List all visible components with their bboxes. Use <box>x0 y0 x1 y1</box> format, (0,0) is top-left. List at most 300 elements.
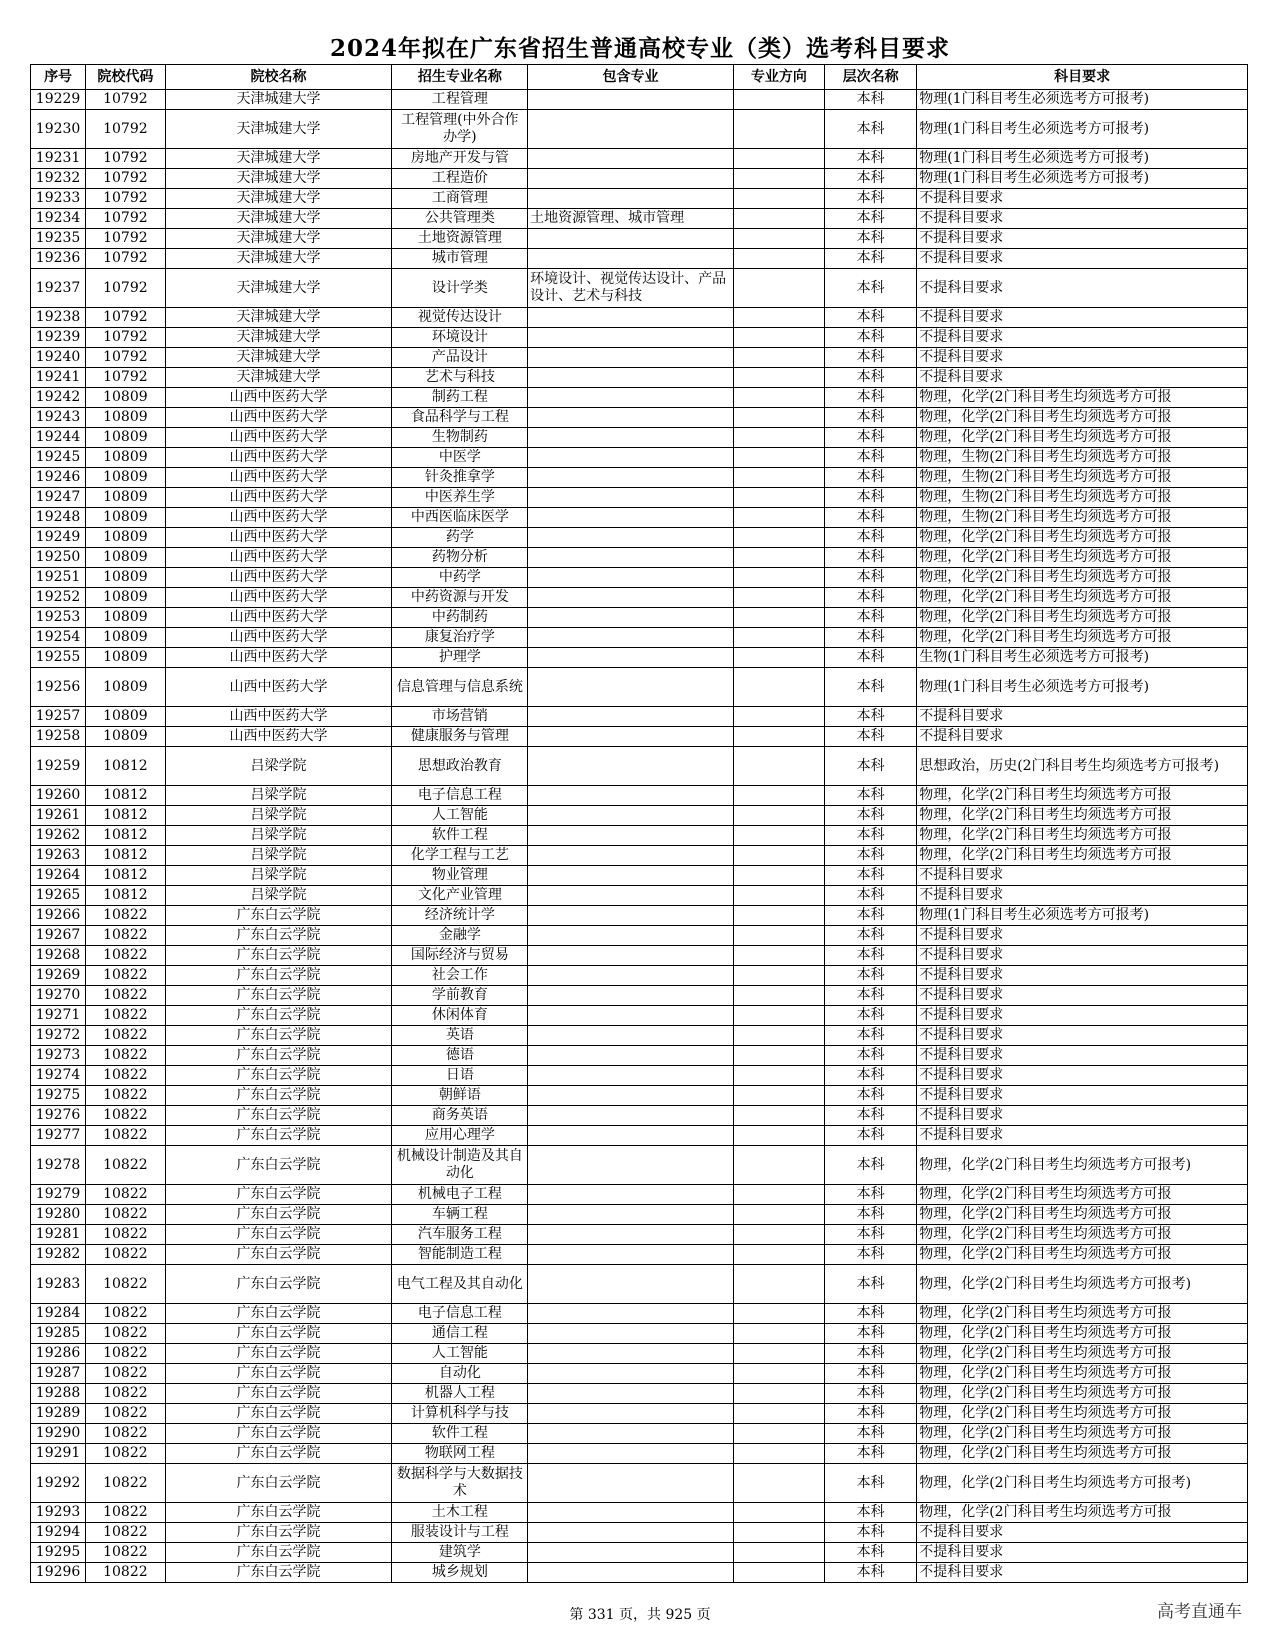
cell-subject-requirement: 不提科目要求 <box>917 1006 1248 1026</box>
cell-school-code: 10792 <box>86 308 166 328</box>
cell-school-name: 山西中医药大学 <box>165 648 392 668</box>
cell-major-name: 建筑学 <box>392 1543 528 1563</box>
table-row <box>31 786 1248 806</box>
cell-level: 本科 <box>824 528 916 548</box>
cell-school-code: 10792 <box>86 229 166 249</box>
cell-included-majors <box>528 110 734 149</box>
cell-index: 19285 <box>31 1324 86 1344</box>
cell-major-direction <box>733 368 824 388</box>
cell-school-name: 山西中医药大学 <box>165 488 392 508</box>
cell-major-name: 思想政治教育 <box>392 747 528 786</box>
cell-included-majors <box>528 548 734 568</box>
table-row <box>31 1265 1248 1304</box>
cell-major-direction <box>733 189 824 209</box>
cell-level: 本科 <box>824 946 916 966</box>
cell-school-code: 10792 <box>86 169 166 189</box>
cell-included-majors <box>528 866 734 886</box>
cell-major-direction <box>733 986 824 1006</box>
cell-included-majors <box>528 1106 734 1126</box>
cell-subject-requirement: 不提科目要求 <box>917 1046 1248 1066</box>
cell-major-direction <box>733 826 824 846</box>
table-row <box>31 568 1248 588</box>
cell-subject-requirement: 物理，化学(2门科目考生均须选考方可报 <box>917 528 1248 548</box>
cell-school-code: 10822 <box>86 1563 166 1583</box>
table-row <box>31 866 1248 886</box>
cell-subject-requirement: 物理，化学(2门科目考生均须选考方可报 <box>917 1324 1248 1344</box>
cell-school-code: 10822 <box>86 1066 166 1086</box>
header-level: 层次名称 <box>824 65 916 90</box>
cell-school-code: 10822 <box>86 1106 166 1126</box>
cell-index: 19231 <box>31 149 86 169</box>
cell-school-name: 天津城建大学 <box>165 249 392 269</box>
cell-level: 本科 <box>824 308 916 328</box>
cell-major-direction <box>733 90 824 110</box>
cell-index: 19290 <box>31 1424 86 1444</box>
cell-included-majors <box>528 628 734 648</box>
cell-level: 本科 <box>824 328 916 348</box>
cell-major-direction <box>733 328 824 348</box>
cell-school-code: 10812 <box>86 846 166 866</box>
cell-school-code: 10809 <box>86 707 166 727</box>
cell-major-name: 汽车服务工程 <box>392 1225 528 1245</box>
cell-included-majors <box>528 1543 734 1563</box>
cell-school-name: 天津城建大学 <box>165 169 392 189</box>
cell-major-direction <box>733 588 824 608</box>
cell-level: 本科 <box>824 1464 916 1503</box>
cell-school-code: 10809 <box>86 568 166 588</box>
cell-school-name: 山西中医药大学 <box>165 707 392 727</box>
table-row <box>31 308 1248 328</box>
cell-level: 本科 <box>824 488 916 508</box>
table-row <box>31 1304 1248 1324</box>
cell-index: 19263 <box>31 846 86 866</box>
cell-included-majors <box>528 169 734 189</box>
cell-level: 本科 <box>824 926 916 946</box>
cell-subject-requirement: 不提科目要求 <box>917 189 1248 209</box>
cell-subject-requirement: 物理，化学(2门科目考生均须选考方可报 <box>917 548 1248 568</box>
cell-major-name: 生物制药 <box>392 428 528 448</box>
cell-subject-requirement: 物理(1门科目考生必须选考方可报考) <box>917 110 1248 149</box>
cell-major-name: 土木工程 <box>392 1503 528 1523</box>
cell-level: 本科 <box>824 1523 916 1543</box>
cell-major-name: 工程造价 <box>392 169 528 189</box>
cell-school-name: 广东白云学院 <box>165 966 392 986</box>
table-row <box>31 348 1248 368</box>
cell-major-name: 药学 <box>392 528 528 548</box>
cell-school-name: 广东白云学院 <box>165 1503 392 1523</box>
cell-major-direction <box>733 648 824 668</box>
cell-school-code: 10792 <box>86 110 166 149</box>
cell-school-code: 10822 <box>86 1344 166 1364</box>
cell-school-name: 天津城建大学 <box>165 328 392 348</box>
cell-included-majors <box>528 906 734 926</box>
cell-school-code: 10822 <box>86 1006 166 1026</box>
table-row <box>31 966 1248 986</box>
cell-subject-requirement: 物理，化学(2门科目考生均须选考方可报 <box>917 1404 1248 1424</box>
cell-subject-requirement: 物理，化学(2门科目考生均须选考方可报 <box>917 428 1248 448</box>
cell-included-majors <box>528 388 734 408</box>
requirements-table <box>30 64 1248 1583</box>
cell-school-name: 天津城建大学 <box>165 348 392 368</box>
cell-school-name: 广东白云学院 <box>165 1444 392 1464</box>
cell-index: 19235 <box>31 229 86 249</box>
cell-major-direction <box>733 488 824 508</box>
cell-major-name: 康复治疗学 <box>392 628 528 648</box>
cell-included-majors <box>528 1126 734 1146</box>
cell-index: 19230 <box>31 110 86 149</box>
cell-school-code: 10822 <box>86 1245 166 1265</box>
table-row <box>31 1225 1248 1245</box>
cell-major-name: 食品科学与工程 <box>392 408 528 428</box>
cell-school-name: 广东白云学院 <box>165 1225 392 1245</box>
cell-school-name: 广东白云学院 <box>165 1384 392 1404</box>
cell-major-name: 设计学类 <box>392 269 528 308</box>
cell-major-name: 艺术与科技 <box>392 368 528 388</box>
cell-school-code: 10792 <box>86 249 166 269</box>
header-school-name: 院校名称 <box>165 65 392 90</box>
cell-major-direction <box>733 886 824 906</box>
cell-included-majors <box>528 368 734 388</box>
table-row <box>31 189 1248 209</box>
table-row <box>31 1205 1248 1225</box>
cell-subject-requirement: 物理，化学(2门科目考生均须选考方可报 <box>917 568 1248 588</box>
cell-school-code: 10812 <box>86 866 166 886</box>
cell-major-direction <box>733 747 824 786</box>
cell-index: 19254 <box>31 628 86 648</box>
header-school-code: 院校代码 <box>86 65 166 90</box>
cell-subject-requirement: 不提科目要求 <box>917 348 1248 368</box>
cell-major-direction <box>733 906 824 926</box>
cell-major-direction <box>733 1205 824 1225</box>
cell-school-name: 广东白云学院 <box>165 1066 392 1086</box>
cell-subject-requirement: 不提科目要求 <box>917 1106 1248 1126</box>
cell-index: 19234 <box>31 209 86 229</box>
cell-school-name: 广东白云学院 <box>165 1026 392 1046</box>
cell-school-code: 10822 <box>86 1464 166 1503</box>
cell-major-name: 制药工程 <box>392 388 528 408</box>
cell-subject-requirement: 物理，化学(2门科目考生均须选考方可报考) <box>917 1265 1248 1304</box>
cell-major-name: 数据科学与大数据技术 <box>392 1464 528 1503</box>
cell-index: 19266 <box>31 906 86 926</box>
cell-major-name: 自动化 <box>392 1364 528 1384</box>
cell-subject-requirement: 不提科目要求 <box>917 368 1248 388</box>
table-row <box>31 1523 1248 1543</box>
cell-level: 本科 <box>824 508 916 528</box>
cell-major-direction <box>733 786 824 806</box>
cell-subject-requirement: 物理(1门科目考生必须选考方可报考) <box>917 90 1248 110</box>
cell-included-majors <box>528 1384 734 1404</box>
cell-index: 19282 <box>31 1245 86 1265</box>
cell-included-majors: 环境设计、视觉传达设计、产品设计、艺术与科技 <box>528 269 734 308</box>
cell-level: 本科 <box>824 906 916 926</box>
cell-major-direction <box>733 508 824 528</box>
cell-level: 本科 <box>824 826 916 846</box>
cell-major-direction <box>733 1126 824 1146</box>
cell-level: 本科 <box>824 1384 916 1404</box>
cell-school-name: 山西中医药大学 <box>165 408 392 428</box>
cell-subject-requirement: 不提科目要求 <box>917 966 1248 986</box>
cell-included-majors <box>528 229 734 249</box>
cell-level: 本科 <box>824 229 916 249</box>
cell-school-code: 10822 <box>86 1364 166 1384</box>
cell-major-name: 城市管理 <box>392 249 528 269</box>
table-row <box>31 986 1248 1006</box>
cell-school-name: 山西中医药大学 <box>165 468 392 488</box>
cell-major-name: 房地产开发与管 <box>392 149 528 169</box>
cell-major-name: 中药资源与开发 <box>392 588 528 608</box>
cell-level: 本科 <box>824 1304 916 1324</box>
cell-included-majors <box>528 1146 734 1185</box>
cell-major-name: 智能制造工程 <box>392 1245 528 1265</box>
cell-major-name: 电子信息工程 <box>392 786 528 806</box>
cell-index: 19256 <box>31 668 86 707</box>
cell-index: 19296 <box>31 1563 86 1583</box>
cell-school-name: 广东白云学院 <box>165 1126 392 1146</box>
cell-major-name: 德语 <box>392 1046 528 1066</box>
cell-level: 本科 <box>824 1046 916 1066</box>
cell-major-direction <box>733 1543 824 1563</box>
cell-included-majors <box>528 588 734 608</box>
cell-major-name: 城乡规划 <box>392 1563 528 1583</box>
cell-included-majors <box>528 826 734 846</box>
cell-school-code: 10809 <box>86 727 166 747</box>
cell-school-name: 山西中医药大学 <box>165 588 392 608</box>
cell-subject-requirement: 物理，化学(2门科目考生均须选考方可报 <box>917 628 1248 648</box>
cell-major-direction <box>733 1006 824 1026</box>
cell-school-code: 10822 <box>86 1086 166 1106</box>
cell-subject-requirement: 不提科目要求 <box>917 1026 1248 1046</box>
cell-school-code: 10792 <box>86 90 166 110</box>
table-row <box>31 1503 1248 1523</box>
cell-index: 19240 <box>31 348 86 368</box>
cell-school-name: 山西中医药大学 <box>165 727 392 747</box>
cell-school-name: 广东白云学院 <box>165 926 392 946</box>
cell-major-name: 工程管理 <box>392 90 528 110</box>
cell-index: 19289 <box>31 1404 86 1424</box>
table-row <box>31 1245 1248 1265</box>
cell-major-name: 文化产业管理 <box>392 886 528 906</box>
cell-school-name: 吕梁学院 <box>165 786 392 806</box>
cell-level: 本科 <box>824 1205 916 1225</box>
cell-school-name: 广东白云学院 <box>165 1563 392 1583</box>
cell-level: 本科 <box>824 1126 916 1146</box>
cell-major-name: 工程管理(中外合作办学) <box>392 110 528 149</box>
cell-school-name: 广东白云学院 <box>165 1523 392 1543</box>
cell-school-name: 山西中医药大学 <box>165 568 392 588</box>
cell-major-direction <box>733 1066 824 1086</box>
cell-school-name: 广东白云学院 <box>165 1543 392 1563</box>
cell-major-name: 软件工程 <box>392 826 528 846</box>
cell-index: 19293 <box>31 1503 86 1523</box>
cell-index: 19291 <box>31 1444 86 1464</box>
table-row <box>31 508 1248 528</box>
cell-major-direction <box>733 1185 824 1205</box>
cell-subject-requirement: 物理，生物(2门科目考生均须选考方可报 <box>917 448 1248 468</box>
table-row <box>31 548 1248 568</box>
cell-index: 19243 <box>31 408 86 428</box>
cell-school-code: 10822 <box>86 926 166 946</box>
cell-level: 本科 <box>824 786 916 806</box>
cell-major-direction <box>733 249 824 269</box>
cell-major-direction <box>733 608 824 628</box>
cell-index: 19244 <box>31 428 86 448</box>
cell-level: 本科 <box>824 1404 916 1424</box>
cell-included-majors <box>528 149 734 169</box>
cell-school-code: 10809 <box>86 608 166 628</box>
table-row <box>31 408 1248 428</box>
cell-school-code: 10822 <box>86 986 166 1006</box>
cell-school-code: 10822 <box>86 1185 166 1205</box>
cell-index: 19286 <box>31 1344 86 1364</box>
cell-school-code: 10792 <box>86 269 166 308</box>
cell-level: 本科 <box>824 1245 916 1265</box>
cell-subject-requirement: 物理(1门科目考生必须选考方可报考) <box>917 149 1248 169</box>
cell-included-majors <box>528 488 734 508</box>
cell-major-direction <box>733 568 824 588</box>
cell-school-code: 10809 <box>86 548 166 568</box>
cell-school-name: 广东白云学院 <box>165 1185 392 1205</box>
cell-index: 19278 <box>31 1146 86 1185</box>
cell-index: 19253 <box>31 608 86 628</box>
cell-included-majors <box>528 1563 734 1583</box>
cell-school-code: 10822 <box>86 1146 166 1185</box>
table-row <box>31 448 1248 468</box>
cell-index: 19249 <box>31 528 86 548</box>
cell-subject-requirement: 思想政治，历史(2门科目考生均须选考方可报考) <box>917 747 1248 786</box>
cell-included-majors <box>528 986 734 1006</box>
cell-index: 19295 <box>31 1543 86 1563</box>
cell-major-direction <box>733 806 824 826</box>
header-index: 序号 <box>31 65 86 90</box>
cell-major-name: 计算机科学与技 <box>392 1404 528 1424</box>
table-row <box>31 1424 1248 1444</box>
table-row <box>31 628 1248 648</box>
cell-major-name: 针灸推拿学 <box>392 468 528 488</box>
cell-index: 19241 <box>31 368 86 388</box>
cell-index: 19248 <box>31 508 86 528</box>
cell-index: 19242 <box>31 388 86 408</box>
watermark-text: 高考直通车 <box>1157 1602 1242 1622</box>
cell-index: 19269 <box>31 966 86 986</box>
cell-included-majors <box>528 528 734 548</box>
header-included-majors: 包含专业 <box>528 65 734 90</box>
table-row <box>31 90 1248 110</box>
cell-major-direction <box>733 1304 824 1324</box>
cell-subject-requirement: 不提科目要求 <box>917 986 1248 1006</box>
cell-major-direction <box>733 1344 824 1364</box>
cell-included-majors <box>528 1205 734 1225</box>
cell-school-code: 10792 <box>86 149 166 169</box>
cell-included-majors <box>528 508 734 528</box>
table-row <box>31 846 1248 866</box>
cell-school-name: 广东白云学院 <box>165 1006 392 1026</box>
table-row <box>31 1026 1248 1046</box>
cell-included-majors <box>528 1464 734 1503</box>
cell-school-name: 山西中医药大学 <box>165 528 392 548</box>
cell-school-name: 广东白云学院 <box>165 1245 392 1265</box>
cell-major-name: 护理学 <box>392 648 528 668</box>
cell-school-code: 10809 <box>86 588 166 608</box>
cell-included-majors <box>528 328 734 348</box>
cell-included-majors <box>528 348 734 368</box>
cell-subject-requirement: 不提科目要求 <box>917 249 1248 269</box>
cell-major-name: 人工智能 <box>392 1344 528 1364</box>
cell-index: 19258 <box>31 727 86 747</box>
cell-school-name: 山西中医药大学 <box>165 448 392 468</box>
cell-subject-requirement: 物理，化学(2门科目考生均须选考方可报 <box>917 806 1248 826</box>
cell-major-direction <box>733 110 824 149</box>
cell-index: 19287 <box>31 1364 86 1384</box>
cell-subject-requirement: 不提科目要求 <box>917 707 1248 727</box>
cell-school-code: 10809 <box>86 488 166 508</box>
cell-school-name: 吕梁学院 <box>165 866 392 886</box>
cell-school-name: 山西中医药大学 <box>165 668 392 707</box>
cell-major-name: 中医养生学 <box>392 488 528 508</box>
cell-major-name: 日语 <box>392 1066 528 1086</box>
table-row <box>31 806 1248 826</box>
cell-school-name: 吕梁学院 <box>165 886 392 906</box>
cell-subject-requirement: 物理，化学(2门科目考生均须选考方可报 <box>917 408 1248 428</box>
cell-major-name: 市场营销 <box>392 707 528 727</box>
cell-school-code: 10822 <box>86 1523 166 1543</box>
cell-major-name: 商务英语 <box>392 1106 528 1126</box>
table-row <box>31 1344 1248 1364</box>
cell-major-name: 化学工程与工艺 <box>392 846 528 866</box>
cell-index: 19276 <box>31 1106 86 1126</box>
cell-school-name: 广东白云学院 <box>165 1304 392 1324</box>
table-row <box>31 169 1248 189</box>
cell-level: 本科 <box>824 886 916 906</box>
cell-major-name: 社会工作 <box>392 966 528 986</box>
table-row <box>31 906 1248 926</box>
cell-level: 本科 <box>824 1106 916 1126</box>
cell-included-majors <box>528 1444 734 1464</box>
cell-school-code: 10822 <box>86 946 166 966</box>
cell-index: 19284 <box>31 1304 86 1324</box>
cell-major-name: 物业管理 <box>392 866 528 886</box>
cell-level: 本科 <box>824 668 916 707</box>
cell-index: 19270 <box>31 986 86 1006</box>
cell-subject-requirement: 物理，化学(2门科目考生均须选考方可报 <box>917 1225 1248 1245</box>
cell-major-name: 软件工程 <box>392 1424 528 1444</box>
cell-school-code: 10822 <box>86 1225 166 1245</box>
cell-level: 本科 <box>824 368 916 388</box>
cell-included-majors <box>528 1086 734 1106</box>
cell-school-code: 10792 <box>86 368 166 388</box>
cell-school-name: 山西中医药大学 <box>165 508 392 528</box>
cell-school-name: 广东白云学院 <box>165 1205 392 1225</box>
cell-subject-requirement: 物理，化学(2门科目考生均须选考方可报考) <box>917 1146 1248 1185</box>
cell-major-direction <box>733 1563 824 1583</box>
cell-subject-requirement: 不提科目要求 <box>917 1126 1248 1146</box>
cell-included-majors <box>528 1304 734 1324</box>
cell-level: 本科 <box>824 1503 916 1523</box>
cell-subject-requirement: 物理，化学(2门科目考生均须选考方可报 <box>917 1245 1248 1265</box>
table-row <box>31 1146 1248 1185</box>
cell-school-name: 天津城建大学 <box>165 189 392 209</box>
cell-level: 本科 <box>824 548 916 568</box>
cell-subject-requirement: 不提科目要求 <box>917 269 1248 308</box>
cell-major-name: 视觉传达设计 <box>392 308 528 328</box>
cell-level: 本科 <box>824 628 916 648</box>
cell-included-majors <box>528 249 734 269</box>
cell-major-name: 电气工程及其自动化 <box>392 1265 528 1304</box>
cell-major-direction <box>733 428 824 448</box>
cell-major-direction <box>733 1324 824 1344</box>
cell-index: 19255 <box>31 648 86 668</box>
cell-subject-requirement: 生物(1门科目考生必须选考方可报考) <box>917 648 1248 668</box>
cell-major-direction <box>733 1086 824 1106</box>
